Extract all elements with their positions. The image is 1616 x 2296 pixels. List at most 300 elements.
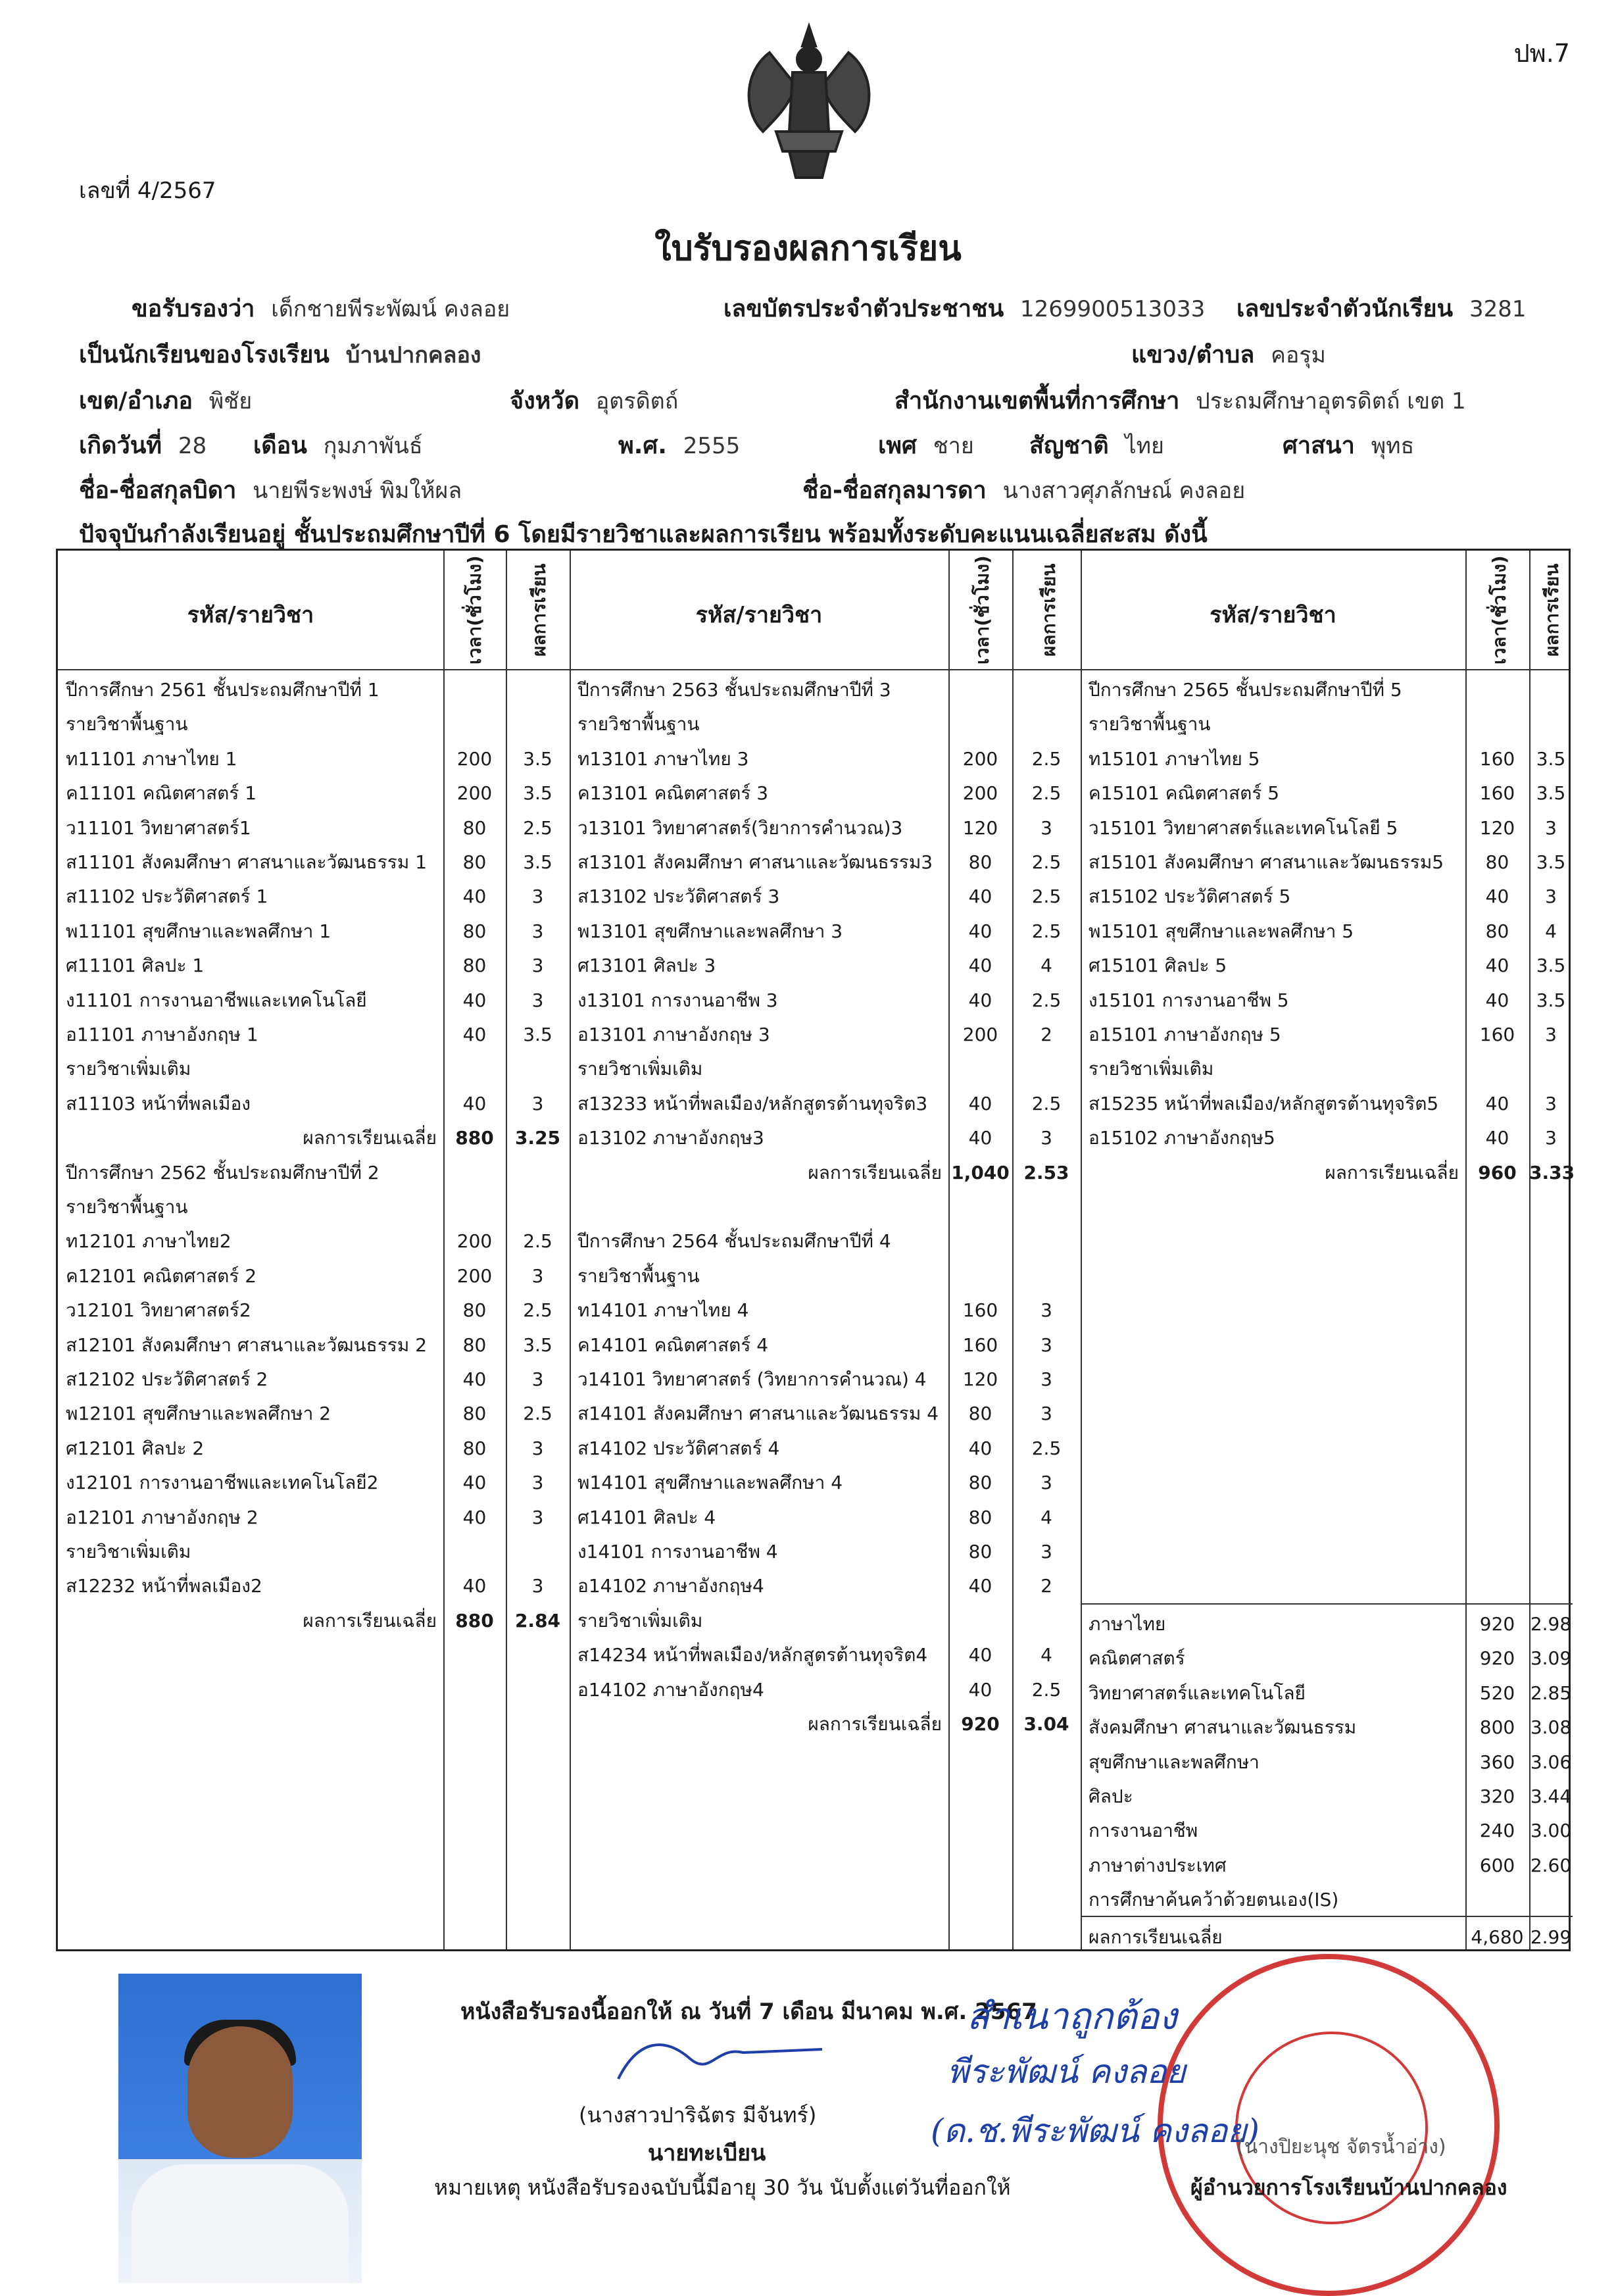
grade-value: 2.5 bbox=[523, 1230, 552, 1253]
hours-value: 320 bbox=[1479, 1785, 1515, 1807]
form-code: ปพ.7 bbox=[1513, 39, 1570, 68]
hours-value: 40 bbox=[462, 1575, 487, 1597]
current-status: ปัจจุบันกำลังเรียนอยู่ ชั้นประถมศึกษาปีที่ 6 โดยมีรายวิชาและผลการเรียน พร้อมทั้งระดับคะแนนเฉลี่ยสะสม ดังนี้ bbox=[79, 521, 1208, 548]
subdistrict: คอรุม bbox=[1271, 342, 1326, 368]
grade-value: 3 bbox=[1545, 1024, 1557, 1045]
hours-value: 40 bbox=[968, 1575, 992, 1597]
col2-header: รหัส/รายวิชา bbox=[695, 602, 823, 628]
grade-value: 2.5 bbox=[1031, 989, 1062, 1011]
student-photo bbox=[118, 1974, 362, 2283]
grade-value: 3.06 bbox=[1530, 1751, 1572, 1773]
subject-name: รายวิชาเพิ่มเติม bbox=[577, 1609, 703, 1632]
grade-value: 3.5 bbox=[523, 851, 552, 873]
subject-name: ส13101 สังคมศึกษา ศาสนาและวัฒนธรรม3 bbox=[577, 851, 933, 873]
subject-name: อ12101 ภาษาอังกฤษ 2 bbox=[66, 1506, 258, 1528]
birth-year-label: พ.ศ. bbox=[618, 432, 667, 459]
area: ประถมศึกษาอุตรดิตถ์ เขต 1 bbox=[1196, 388, 1466, 414]
hours-value: 40 bbox=[462, 1506, 487, 1528]
overall-hours: 4,680 bbox=[1471, 1926, 1524, 1948]
col3-grade-header: ผลการเรียน bbox=[1541, 563, 1563, 657]
grade-value: 3.08 bbox=[1530, 1716, 1572, 1739]
hours-value: 960 bbox=[1478, 1161, 1517, 1184]
hours-value: 880 bbox=[455, 1127, 494, 1149]
student-no: 3281 bbox=[1469, 296, 1527, 322]
remark: หมายเหตุ หนังสือรับรองฉบับนี้มีอายุ 30 วัน นับตั้งแต่วันที่ออกให้ bbox=[434, 2175, 1011, 2200]
grade-value: 3 bbox=[1041, 1127, 1052, 1149]
subject-name: พ15101 สุขศึกษาและพลศึกษา 5 bbox=[1089, 920, 1354, 942]
subject-name: ศ11101 ศิลปะ 1 bbox=[66, 955, 205, 977]
grade-value: 2.5 bbox=[1031, 920, 1062, 942]
hours-value: 80 bbox=[968, 1506, 992, 1528]
grade-value: 3 bbox=[531, 1264, 544, 1287]
grade-value bbox=[1529, 707, 1573, 741]
hours-value: 160 bbox=[1479, 747, 1515, 770]
father-label: ชื่อ-ชื่อสกุลบิดา bbox=[79, 477, 237, 504]
subject-name: รายวิชาเพิ่มเติม bbox=[1089, 1058, 1214, 1080]
hours-value: 160 bbox=[962, 1299, 998, 1322]
grade-value: 2.5 bbox=[1031, 1437, 1062, 1459]
certify-line bbox=[132, 289, 510, 327]
col1-header: รหัส/รายวิชา bbox=[187, 602, 314, 628]
hours-value: 80 bbox=[462, 1403, 487, 1425]
grade-value: 3 bbox=[531, 1437, 544, 1459]
hours-value bbox=[443, 673, 506, 707]
subject-name: ส12102 ประวัติศาสตร์ 2 bbox=[66, 1368, 268, 1390]
hours-value bbox=[948, 707, 1012, 741]
school-label: เป็นนักเรียนของโรงเรียน bbox=[79, 341, 330, 368]
certify-label: ขอรับรองว่า bbox=[132, 295, 255, 322]
subject-name: ส14234 หน้าที่พลเมือง/หลักสูตรต้านทุจริต4 bbox=[577, 1644, 928, 1666]
birth-day-line bbox=[79, 426, 207, 464]
subject-name: ส12232 หน้าที่พลเมือง2 bbox=[66, 1575, 262, 1597]
hours-value: 920 bbox=[1479, 1613, 1515, 1635]
grade-value bbox=[506, 673, 570, 707]
grade-value: 2.98 bbox=[1530, 1613, 1572, 1635]
id-number: 1269900513033 bbox=[1020, 296, 1206, 322]
hours-value: 40 bbox=[1485, 955, 1509, 977]
subject-name: อ14102 ภาษาอังกฤษ4 bbox=[577, 1678, 764, 1701]
hours-value: 40 bbox=[462, 1472, 487, 1494]
hours-value: 80 bbox=[462, 920, 487, 942]
hours-value: 200 bbox=[456, 747, 493, 770]
subject-name: ส13102 ประวัติศาสตร์ 3 bbox=[577, 886, 780, 908]
birth-month-line bbox=[253, 426, 423, 464]
grade-value bbox=[506, 707, 570, 741]
id-line bbox=[723, 289, 1205, 327]
hours-value bbox=[948, 1190, 1012, 1224]
grade-value: 2.5 bbox=[1031, 851, 1062, 873]
subject-name: อ13101 ภาษาอังกฤษ 3 bbox=[577, 1024, 770, 1045]
mother-line bbox=[802, 471, 1245, 509]
subject-name: ง15101 การงานอาชีพ 5 bbox=[1089, 989, 1289, 1011]
average-label: ผลการเรียนเฉลี่ย bbox=[1325, 1161, 1459, 1184]
grade-value bbox=[1529, 673, 1573, 707]
hours-value bbox=[948, 1224, 1012, 1259]
subject-name: ง12101 การงานอาชีพและเทคโนโลยี2 bbox=[66, 1472, 379, 1494]
subject-name: รายวิชาพื้นฐาน bbox=[66, 1196, 188, 1218]
subject-name: ว15101 วิทยาศาสตร์และเทคโนโลยี 5 bbox=[1089, 816, 1398, 839]
grade-value: 3 bbox=[1545, 1092, 1557, 1114]
grade-value: 3 bbox=[1041, 1472, 1052, 1494]
religion-line bbox=[1283, 426, 1414, 464]
province-label: จังหวัด bbox=[510, 387, 579, 414]
col3-hours-header: เวลา(ชั่วโมง) bbox=[1488, 555, 1510, 664]
grade-value: 4 bbox=[1545, 920, 1557, 942]
grade-value: 3.44 bbox=[1530, 1785, 1572, 1807]
subject-name: ว14101 วิทยาศาสตร์ (วิทยาการคำนวณ) 4 bbox=[577, 1368, 927, 1390]
student-name: เด็กชายพีระพัฒน์ คงลอย bbox=[271, 296, 510, 322]
subject-name: ส15235 หน้าที่พลเมือง/หลักสูตรต้านทุจริต5 bbox=[1089, 1092, 1439, 1114]
birth-day-label: เกิดวันที่ bbox=[79, 432, 162, 459]
grade-value: 3 bbox=[1041, 1403, 1052, 1425]
hours-value: 200 bbox=[456, 1230, 493, 1253]
subject-name: รายวิชาเพิ่มเติม bbox=[66, 1541, 191, 1562]
hours-value bbox=[443, 707, 506, 741]
grade-value: 2.5 bbox=[1031, 886, 1062, 908]
subject-name: ค13101 คณิตศาสตร์ 3 bbox=[577, 782, 769, 805]
grade-value: 3 bbox=[1041, 1299, 1052, 1322]
subject-name: ว11101 วิทยาศาสตร์1 bbox=[66, 816, 251, 839]
hours-value: 40 bbox=[968, 989, 992, 1011]
subject-name: ง11101 การงานอาชีพและเทคโนโลยี bbox=[66, 989, 367, 1011]
hours-value: 40 bbox=[462, 1024, 487, 1045]
subject-name: ท11101 ภาษาไทย 1 bbox=[66, 747, 237, 770]
grade-value: 3 bbox=[531, 1092, 544, 1114]
subject-name: ศิลปะ bbox=[1089, 1785, 1133, 1807]
hours-value bbox=[443, 1156, 506, 1190]
col3-header: รหัส/รายวิชา bbox=[1210, 602, 1336, 628]
grade-value: 3 bbox=[1545, 1127, 1557, 1149]
grade-value: 2 bbox=[1041, 1575, 1052, 1597]
grade-value: 3.5 bbox=[1536, 955, 1566, 977]
grade-value: 3 bbox=[531, 1472, 544, 1494]
subject-name: ท13101 ภาษาไทย 3 bbox=[577, 747, 749, 770]
hours-value: 80 bbox=[968, 851, 992, 873]
grade-value: 2 bbox=[1041, 1024, 1052, 1045]
subject-name: ปีการศึกษา 2564 ชั้นประถมศึกษาปีที่ 4 bbox=[577, 1230, 891, 1253]
grade-value: 2.53 bbox=[1023, 1161, 1069, 1184]
grade-value: 2.5 bbox=[523, 1403, 552, 1425]
district-line bbox=[79, 382, 252, 419]
grade-value bbox=[1012, 673, 1081, 707]
hours-value: 40 bbox=[1485, 886, 1509, 908]
document-number: เลขที่ 4/2567 bbox=[79, 178, 216, 204]
hours-value: 40 bbox=[968, 1644, 992, 1666]
hours-value: 80 bbox=[462, 1437, 487, 1459]
subject-name: อ15101 ภาษาอังกฤษ 5 bbox=[1089, 1024, 1281, 1045]
grade-value: 3 bbox=[531, 1368, 544, 1390]
hours-value: 40 bbox=[968, 920, 992, 942]
grade-value: 3.04 bbox=[1023, 1713, 1069, 1735]
hours-value: 80 bbox=[968, 1403, 992, 1425]
hours-value: 40 bbox=[462, 886, 487, 908]
subject-name: ส14101 สังคมศึกษา ศาสนาและวัฒนธรรม 4 bbox=[577, 1403, 939, 1425]
sex: ชาย bbox=[933, 433, 974, 459]
hours-value: 160 bbox=[1479, 782, 1515, 805]
grade-value bbox=[1529, 1883, 1573, 1917]
birth-year: 2555 bbox=[683, 433, 741, 459]
handwritten-signature: พีระพัฒน์ คงลอย bbox=[947, 2053, 1186, 2091]
grade-value bbox=[1529, 1052, 1573, 1086]
hours-value: 360 bbox=[1479, 1751, 1515, 1773]
overall-grade: 2.99 bbox=[1530, 1926, 1572, 1948]
subject-name: ว13101 วิทยาศาสตร์(วิยาการคำนวณ)3 bbox=[577, 816, 903, 839]
grade-value: 2.5 bbox=[1031, 1678, 1062, 1701]
hours-value: 160 bbox=[962, 1334, 998, 1356]
nationality: ไทย bbox=[1125, 433, 1164, 459]
subject-name: ปีการศึกษา 2565 ชั้นประถมศึกษาปีที่ 5 bbox=[1089, 679, 1402, 701]
subject-name: ส13233 หน้าที่พลเมือง/หลักสูตรต้านทุจริต3 bbox=[577, 1092, 928, 1114]
handwritten-name: (ด.ช.พีระพัฒน์ คงลอย) bbox=[931, 2112, 1260, 2150]
subject-name: การงานอาชีพ bbox=[1089, 1820, 1198, 1842]
grade-value: 3.5 bbox=[1536, 747, 1566, 770]
grade-value: 3 bbox=[531, 955, 544, 977]
hours-value: 200 bbox=[962, 782, 998, 805]
hours-value: 200 bbox=[456, 1264, 493, 1287]
hours-value: 40 bbox=[968, 1678, 992, 1701]
average-label: ผลการเรียนเฉลี่ย bbox=[303, 1609, 437, 1632]
subject-name: พ11101 สุขศึกษาและพลศึกษา 1 bbox=[66, 920, 331, 942]
col1-hours-header: เวลา(ชั่วโมง) bbox=[464, 555, 485, 664]
average-label: ผลการเรียนเฉลี่ย bbox=[808, 1161, 942, 1184]
grade-value: 2.60 bbox=[1530, 1854, 1572, 1876]
subject-name: ส14102 ประวัติศาสตร์ 4 bbox=[577, 1437, 780, 1459]
subject-name: รายวิชาเพิ่มเติม bbox=[66, 1058, 191, 1080]
mother-label: ชื่อ-ชื่อสกุลมารดา bbox=[802, 477, 987, 504]
hours-value: 200 bbox=[962, 747, 998, 770]
subject-name: ส15102 ประวัติศาสตร์ 5 bbox=[1089, 886, 1291, 908]
col2-grade-header: ผลการเรียน bbox=[1038, 563, 1060, 657]
grade-value bbox=[1012, 707, 1081, 741]
nationality-label: สัญชาติ bbox=[1029, 432, 1109, 459]
subject-name: ส12101 สังคมศึกษา ศาสนาและวัฒนธรรม 2 bbox=[66, 1334, 428, 1356]
hours-value bbox=[1465, 1883, 1529, 1917]
registrar-title: นายทะเบียน bbox=[648, 2140, 766, 2166]
grade-value: 2.84 bbox=[514, 1609, 561, 1632]
mother-name: นางสาวศุภลักษณ์ คงลอย bbox=[1002, 478, 1246, 504]
subject-name: รายวิชาพื้นฐาน bbox=[577, 1264, 700, 1287]
student-no-label: เลขประจำตัวนักเรียน bbox=[1236, 295, 1454, 322]
subject-name: ท15101 ภาษาไทย 5 bbox=[1089, 747, 1260, 770]
hours-value: 200 bbox=[456, 782, 493, 805]
area-label: สำนักงานเขตพื้นที่การศึกษา bbox=[894, 387, 1180, 414]
subject-name: ท12101 ภาษาไทย2 bbox=[66, 1230, 232, 1253]
hours-value bbox=[948, 673, 1012, 707]
grade-value: 3 bbox=[531, 1506, 544, 1528]
grade-value: 3 bbox=[531, 886, 544, 908]
hours-value: 160 bbox=[1479, 1024, 1515, 1045]
sex-label: เพศ bbox=[878, 432, 917, 459]
subject-name: สุขศึกษาและพลศึกษา bbox=[1089, 1751, 1260, 1773]
garuda-emblem-icon bbox=[730, 20, 888, 184]
hours-value: 200 bbox=[962, 1024, 998, 1045]
grade-value: 3.5 bbox=[1536, 851, 1566, 873]
subject-name: อ11101 ภาษาอังกฤษ 1 bbox=[66, 1024, 258, 1045]
col1-grade-header: ผลการเรียน bbox=[528, 563, 550, 657]
grades-table bbox=[56, 549, 1575, 1951]
subject-name: รายวิชาพื้นฐาน bbox=[66, 713, 188, 736]
hours-value: 40 bbox=[968, 955, 992, 977]
grade-value: 3 bbox=[1041, 816, 1052, 839]
hours-value: 1,040 bbox=[951, 1161, 1010, 1184]
hours-value: 80 bbox=[462, 955, 487, 977]
subject-name: อ14102 ภาษาอังกฤษ4 bbox=[577, 1575, 764, 1597]
subject-name: ภาษาไทย bbox=[1089, 1613, 1166, 1635]
subject-name: ปีการศึกษา 2563 ชั้นประถมศึกษาปีที่ 3 bbox=[577, 679, 891, 701]
subject-name: ง14101 การงานอาชีพ 4 bbox=[577, 1541, 778, 1562]
hours-value: 600 bbox=[1479, 1854, 1515, 1876]
registrar-signature-icon bbox=[612, 2033, 829, 2092]
subject-name: ว12101 วิทยาศาสตร์2 bbox=[66, 1299, 251, 1322]
subject-name: รายวิชาพื้นฐาน bbox=[1089, 713, 1211, 736]
district: พิชัย bbox=[208, 388, 253, 414]
father-line bbox=[79, 471, 462, 509]
grade-value: 2.5 bbox=[523, 1299, 552, 1322]
grade-value: 2.85 bbox=[1530, 1682, 1572, 1704]
student-no-line bbox=[1236, 289, 1527, 327]
subdistrict-line bbox=[1131, 336, 1326, 373]
religion: พุทธ bbox=[1371, 433, 1415, 459]
grade-value: 4 bbox=[1041, 955, 1052, 977]
hours-value: 80 bbox=[968, 1541, 992, 1562]
handwritten-certified: สำเนาถูกต้อง bbox=[967, 1995, 1177, 2038]
district-label: เขต/อำเภอ bbox=[79, 387, 193, 414]
director-name: (นางปิยะนุช จัตรน้ำอ่าง) bbox=[1236, 2135, 1446, 2159]
grade-value bbox=[1012, 1604, 1081, 1638]
birth-month: กุมภาพันธ์ bbox=[323, 433, 423, 459]
average-label: ผลการเรียนเฉลี่ย bbox=[303, 1127, 437, 1149]
sex-line bbox=[878, 426, 974, 464]
hours-value: 80 bbox=[1485, 920, 1509, 942]
grade-value: 4 bbox=[1041, 1506, 1052, 1528]
grade-value bbox=[1012, 1224, 1081, 1259]
grade-value: 3 bbox=[1545, 816, 1557, 839]
subject-name: ศ12101 ศิลปะ 2 bbox=[66, 1437, 205, 1459]
religion-label: ศาสนา bbox=[1283, 432, 1355, 459]
grade-value bbox=[1012, 1052, 1081, 1086]
grade-value: 3.00 bbox=[1530, 1820, 1572, 1842]
grade-value bbox=[506, 1535, 570, 1569]
province-line bbox=[510, 382, 678, 419]
hours-value: 920 bbox=[1479, 1647, 1515, 1670]
hours-value: 40 bbox=[968, 1437, 992, 1459]
hours-value: 80 bbox=[462, 816, 487, 839]
hours-value: 40 bbox=[968, 886, 992, 908]
hours-value: 40 bbox=[1485, 989, 1509, 1011]
hours-value: 80 bbox=[968, 1472, 992, 1494]
subject-name: ค14101 คณิตศาสตร์ 4 bbox=[577, 1334, 769, 1356]
province: อุตรดิตถ์ bbox=[595, 388, 679, 414]
subject-name: ง13101 การงานอาชีพ 3 bbox=[577, 989, 778, 1011]
birth-year-line bbox=[618, 426, 740, 464]
grade-value: 3 bbox=[1041, 1334, 1052, 1356]
page-title: ใบรับรองผลการเรียน bbox=[654, 229, 962, 268]
school-name: บ้านปากคลอง bbox=[345, 342, 481, 368]
subject-name: ท14101 ภาษาไทย 4 bbox=[577, 1299, 749, 1322]
grade-value: 3.5 bbox=[1536, 989, 1566, 1011]
col2-hours-header: เวลา(ชั่วโมง) bbox=[971, 555, 993, 664]
hours-value: 520 bbox=[1479, 1682, 1515, 1704]
hours-value bbox=[443, 1535, 506, 1569]
area-line bbox=[894, 382, 1466, 419]
hours-value: 80 bbox=[1485, 851, 1509, 873]
subject-name: อ13102 ภาษาอังกฤษ3 bbox=[577, 1127, 764, 1149]
hours-value: 40 bbox=[462, 1092, 487, 1114]
subject-name: อ15102 ภาษาอังกฤษ5 bbox=[1089, 1127, 1275, 1149]
grade-value: 3.25 bbox=[514, 1127, 561, 1149]
subject-name: คณิตศาสตร์ bbox=[1089, 1647, 1185, 1670]
subject-name: พ14101 สุขศึกษาและพลศึกษา 4 bbox=[577, 1472, 843, 1494]
hours-value: 40 bbox=[462, 989, 487, 1011]
grade-value: 3 bbox=[1041, 1368, 1052, 1390]
registrar-name: (นางสาวปาริฉัตร มีจันทร์) bbox=[579, 2103, 817, 2128]
subject-name: ส11102 ประวัติศาสตร์ 1 bbox=[66, 886, 268, 908]
subject-name: วิทยาศาสตร์และเทคโนโลยี bbox=[1089, 1682, 1306, 1704]
grade-value: 3 bbox=[531, 920, 544, 942]
grade-value: 3.33 bbox=[1529, 1161, 1575, 1184]
subject-name: ปีการศึกษา 2561 ชั้นประถมศึกษาปีที่ 1 bbox=[66, 679, 380, 701]
subject-name: รายวิชาเพิ่มเติม bbox=[577, 1058, 703, 1080]
subject-name: สังคมศึกษา ศาสนาและวัฒนธรรม bbox=[1089, 1716, 1357, 1739]
grade-value bbox=[506, 1156, 570, 1190]
grade-value: 3 bbox=[1041, 1541, 1052, 1562]
hours-value bbox=[443, 1052, 506, 1086]
hours-value bbox=[1465, 673, 1529, 707]
hours-value: 880 bbox=[455, 1609, 494, 1632]
grade-value: 3.5 bbox=[523, 782, 552, 805]
hours-value: 80 bbox=[462, 851, 487, 873]
hours-value: 800 bbox=[1479, 1716, 1515, 1739]
subject-name: ปีการศึกษา 2562 ชั้นประถมศึกษาปีที่ 2 bbox=[66, 1161, 380, 1184]
hours-value: 240 bbox=[1479, 1820, 1515, 1842]
grade-value: 3 bbox=[531, 1575, 544, 1597]
hours-value bbox=[443, 1190, 506, 1224]
subject-name bbox=[577, 1190, 948, 1224]
director-title: ผู้อำนวยการโรงเรียนบ้านปากคลอง bbox=[1190, 2175, 1507, 2200]
hours-value bbox=[948, 1604, 1012, 1638]
subject-name: พ13101 สุขศึกษาและพลศึกษา 3 bbox=[577, 920, 843, 942]
hours-value: 40 bbox=[1485, 1127, 1509, 1149]
hours-value: 920 bbox=[961, 1713, 1000, 1735]
hours-value bbox=[948, 1052, 1012, 1086]
hours-value: 80 bbox=[462, 1299, 487, 1322]
subject-name: ศ13101 ศิลปะ 3 bbox=[577, 955, 716, 977]
grade-value: 2.5 bbox=[1031, 782, 1062, 805]
overall-average-label: ผลการเรียนเฉลี่ย bbox=[1089, 1926, 1223, 1948]
issue-date: หนังสือรับรองนี้ออกให้ ณ วันที่ 7 เดือน มีนาคม พ.ศ. 2567 bbox=[460, 1999, 1037, 2025]
grade-value: 3 bbox=[531, 989, 544, 1011]
subject-name: รายวิชาพื้นฐาน bbox=[577, 713, 700, 736]
subject-name: ส11103 หน้าที่พลเมือง bbox=[66, 1092, 251, 1114]
school-line bbox=[79, 336, 481, 373]
hours-value: 120 bbox=[962, 1368, 998, 1390]
subject-name: ศ15101 ศิลปะ 5 bbox=[1089, 955, 1227, 977]
subject-name: ส15101 สังคมศึกษา ศาสนาและวัฒนธรรม5 bbox=[1089, 851, 1444, 873]
subject-name: ค11101 คณิตศาสตร์ 1 bbox=[66, 782, 257, 805]
birth-day: 28 bbox=[178, 433, 207, 459]
grade-value: 3.5 bbox=[523, 1334, 552, 1356]
hours-value: 120 bbox=[962, 816, 998, 839]
grade-value: 2.5 bbox=[1031, 747, 1062, 770]
father-name: นายพีระพงษ์ พิมให้ผล bbox=[253, 478, 462, 504]
hours-value: 40 bbox=[968, 1127, 992, 1149]
subject-name: ศ14101 ศิลปะ 4 bbox=[577, 1506, 716, 1528]
grade-value: 3 bbox=[1545, 886, 1557, 908]
grade-value: 3.5 bbox=[1536, 782, 1566, 805]
hours-value: 40 bbox=[462, 1368, 487, 1390]
subdistrict-label: แขวง/ตำบล bbox=[1131, 341, 1255, 368]
grade-value: 3.09 bbox=[1530, 1647, 1572, 1670]
